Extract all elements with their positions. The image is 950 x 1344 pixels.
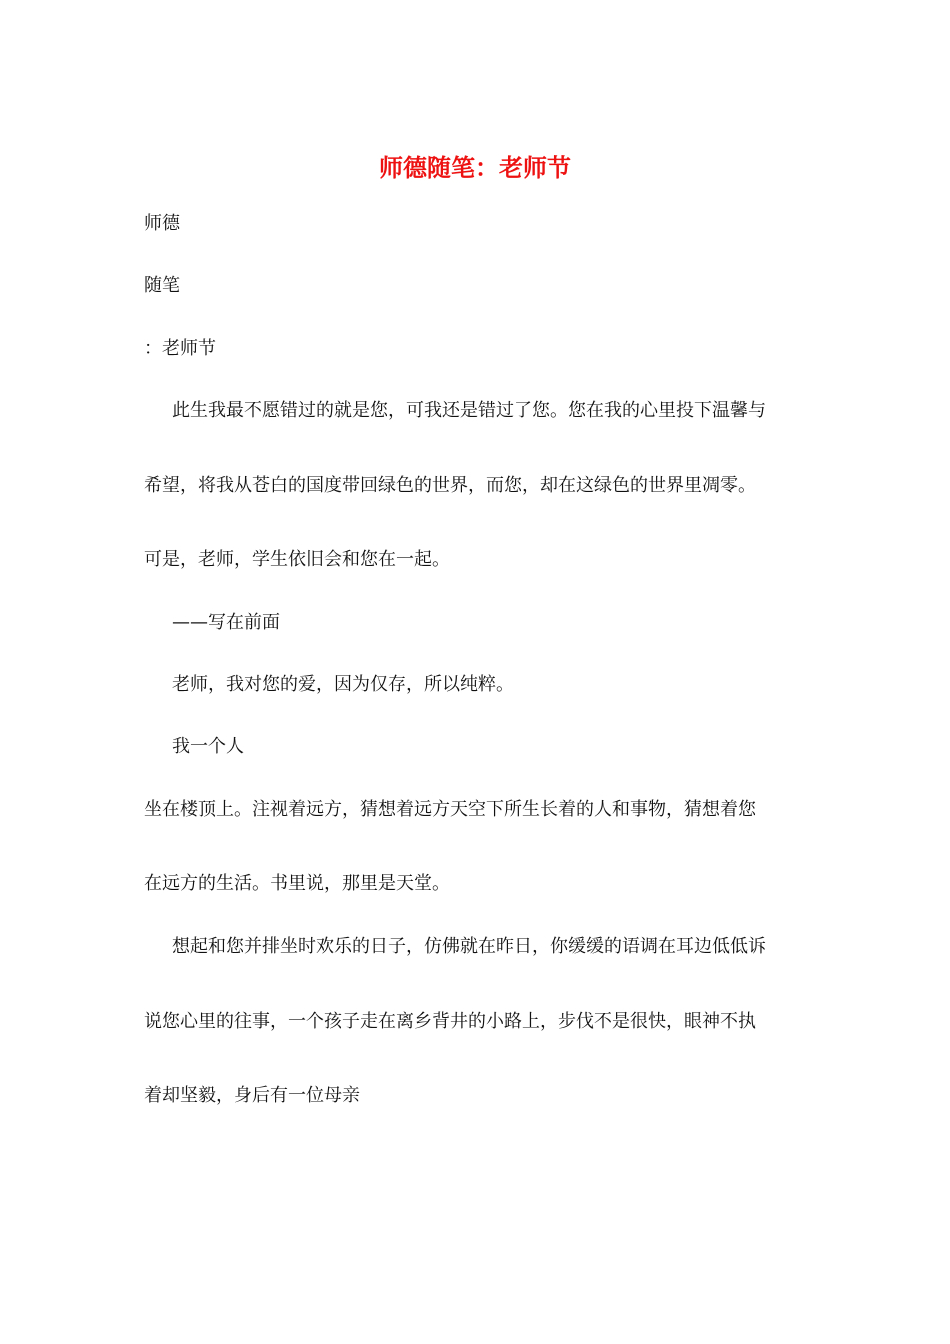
heading-line-2: 随笔 xyxy=(144,275,180,296)
paragraph-line: 老师，我对您的爱，因为仅存，所以纯粹。 xyxy=(172,674,514,695)
paragraph-line: 希望，将我从苍白的国度带回绿色的世界，而您，却在这绿色的世界里凋零。 xyxy=(144,475,756,496)
page-title: 师德随笔：老师节 xyxy=(379,154,571,182)
paragraph-line: 说您心里的往事，一个孩子走在离乡背井的小路上，步伐不是很快，眼神不执 xyxy=(144,1011,756,1032)
heading-line-3: ：老师节 xyxy=(144,338,216,359)
paragraph-line: 着却坚毅，身后有一位母亲 xyxy=(144,1085,360,1106)
paragraph-line: 坐在楼顶上。注视着远方，猜想着远方天空下所生长着的人和事物，猜想着您 xyxy=(144,799,756,820)
paragraph-line: 想起和您并排坐时欢乐的日子，仿佛就在昨日，你缓缓的语调在耳边低低诉 xyxy=(172,936,766,957)
paragraph-line: 在远方的生活。书里说，那里是天堂。 xyxy=(144,873,450,894)
paragraph-line: 我一个人 xyxy=(172,736,244,757)
paragraph-line: 此生我最不愿错过的就是您，可我还是错过了您。您在我的心里投下温馨与 xyxy=(172,400,766,421)
paragraph-line: ——写在前面 xyxy=(172,612,280,633)
heading-line-1: 师德 xyxy=(144,213,180,234)
paragraph-line: 可是，老师，学生依旧会和您在一起。 xyxy=(144,549,450,570)
